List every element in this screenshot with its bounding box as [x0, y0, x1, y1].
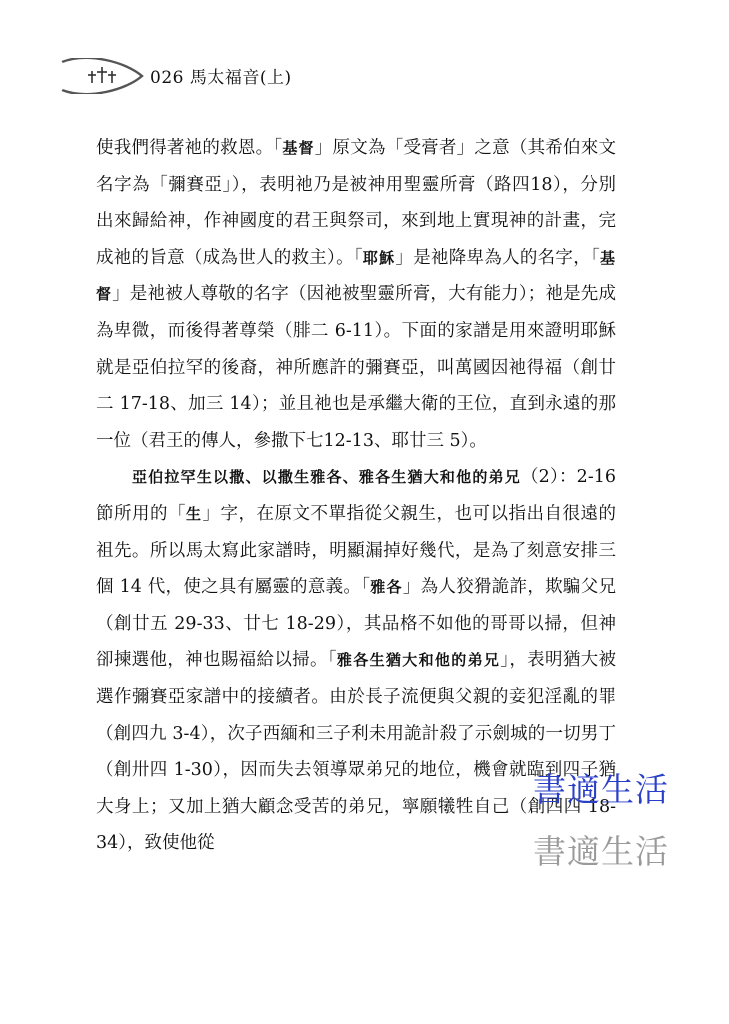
paragraph-1: [96, 130, 616, 459]
keyword-text: 亞伯拉罕生以撒、以撒生雅各、雅各生猶大和他的弟兄: [132, 468, 521, 487]
body-text-run: 」是祂降卑為人的名字，「: [395, 247, 600, 268]
body-text-run: 」，表明猶大被選作彌賽亞家譜中的接續者。由於長子流便與父親的妾犯淫亂的罪（創四九 3-4），次子西緬和三子利未用詭計殺了示劍城的一切男丁（創卅四 1-30），因而失去領導眾弟兄的地位，機會就臨到四子猶大身上；又加上猶大顧念受苦的弟兄，寧願犧牲自己（創四四 18-34），致使他從: [96, 650, 617, 854]
body-text-run: （2）：2-16 節所用的「: [96, 467, 616, 524]
watermark-primary: 書適生活: [533, 770, 669, 809]
page-title: 026 馬太福音(上): [150, 68, 292, 88]
body-text-run: 」字，在原文不單指從父親生，也可以指出自很遠的祖先。所以馬太寫此家譜時，明顯漏掉好幾代，是為了刻意安排三個 14 代，使之具有屬靈的意義。「: [96, 503, 616, 598]
body-text-run: 」是祂被人尊敬的名字（因祂被聖靈所膏，大有能力）；祂是先成為卑微，而後得著尊榮（腓二 6-11）。下面的家譜是用來證明耶穌就是亞伯拉罕的後裔，神所應許的彌賽亞，叫萬國因祂得福（創廿二 17-18、加三 14）；並且祂也是承繼大衛的王位，直到永遠的那一位（君王的傳人，參撒下七12-13、耶廿三 5）。: [96, 284, 616, 451]
keyword-text: 雅各生猶大和他的弟兄: [336, 651, 501, 670]
body-text-run: 使我們得著祂的救恩。「: [96, 138, 283, 158]
keyword-text: 生: [186, 504, 203, 523]
body-text-run: 」為人狡猾詭詐，欺騙父兄（創廿五 29-33、廿七 18-29），其品格不如他的哥哥以掃，但神卻揀選他，神也賜福給以掃。「: [96, 577, 616, 671]
keyword-text: 基督: [282, 139, 315, 157]
page-header: [58, 54, 378, 98]
body-text-run: 」原文為「受膏者」之意（其希伯來文名字為「彌賽亞」），表明祂乃是被神用聖靈所膏（路四18），分別出來歸給神，作神國度的君王與祭司，來到地上實現神的計畫，完成祂的旨意（成為世人的救主）。「: [96, 138, 616, 268]
document-body: [96, 130, 616, 862]
keyword-text: 基督: [96, 248, 617, 304]
watermark-secondary: 書適生活: [533, 832, 669, 871]
fish-cross-icon: [58, 58, 148, 98]
keyword-text: 雅各: [370, 578, 403, 597]
keyword-text: 耶穌: [362, 248, 396, 267]
